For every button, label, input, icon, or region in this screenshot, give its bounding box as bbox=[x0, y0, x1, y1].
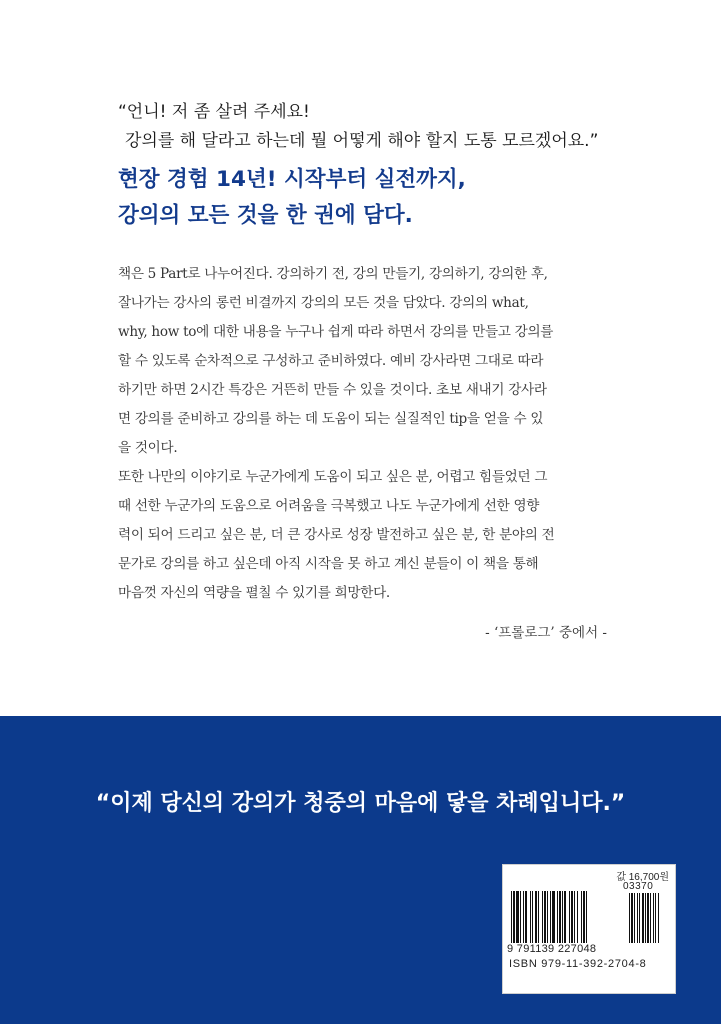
headline-line-2: 강의의 모든 것을 한 권에 담다. bbox=[118, 203, 413, 228]
body-line: why, how to에 대한 내용을 누구나 쉽게 따라 하면서 강의를 만들고 강의를 bbox=[118, 324, 554, 340]
opening-quote-line-2: 강의를 해 달라고 하는데 뭘 어떻게 해야 할지 도통 모르겠어요.” bbox=[125, 131, 599, 151]
body-line: 력이 되어 드리고 싶은 분, 더 큰 강사로 성장 발전하고 싶은 분, 한 분야의 전 bbox=[118, 527, 555, 543]
barcode-bars bbox=[511, 891, 667, 943]
body-line: 잘나가는 강사의 롱런 비결까지 강의의 모든 것을 담았다. 강의의 what, bbox=[118, 295, 529, 311]
body-line: 문가로 강의를 하고 싶은데 아직 시작을 못 하고 계신 분들이 이 책을 통해 bbox=[118, 556, 539, 572]
isbn-barcode-box bbox=[502, 864, 676, 994]
opening-quote-line-1: “언니! 저 좀 살려 주세요! bbox=[118, 102, 310, 122]
barcode-digits: 9 791139 227048 bbox=[507, 943, 597, 955]
body-line: 마음껏 자신의 역량을 펼칠 수 있기를 희망한다. bbox=[118, 585, 390, 601]
body-line: 하기만 하면 2시간 특강은 거뜬히 만들 수 있을 것이다. 초보 새내기 강사라 bbox=[118, 382, 547, 398]
isbn-number: ISBN 979-11-392-2704-8 bbox=[509, 958, 647, 970]
body-line: 할 수 있도록 순차적으로 구성하고 준비하였다. 예비 강사라면 그대로 따라 bbox=[118, 353, 544, 369]
band-quote: “이제 당신의 강의가 청중의 마음에 닿을 차례입니다.” bbox=[95, 791, 626, 816]
body-line: 을 것이다. bbox=[118, 440, 178, 456]
price-label: 값 16,700원 bbox=[616, 872, 669, 883]
body-line: 또한 나만의 이야기로 누군가에게 도움이 되고 싶은 분, 어렵고 힘들었던 그 bbox=[118, 469, 548, 485]
body-line: 면 강의를 준비하고 강의를 하는 데 도움이 되는 실질적인 tip을 얻을 수 있 bbox=[118, 411, 544, 427]
body-line: 책은 5 Part로 나누어진다. 강의하기 전, 강의 만들기, 강의하기, 강의한 후, bbox=[118, 266, 548, 282]
body-line: 때 선한 누군가의 도움으로 어려움을 극복했고 나도 누군가에게 선한 영향 bbox=[118, 498, 540, 514]
headline-line-1: 현장 경험 14년! 시작부터 실전까지, bbox=[118, 167, 466, 192]
blue-band bbox=[0, 716, 721, 1024]
source-attribution: - ‘프롤로그’ 중에서 - bbox=[485, 625, 607, 641]
addon-code: 03370 bbox=[623, 881, 654, 892]
